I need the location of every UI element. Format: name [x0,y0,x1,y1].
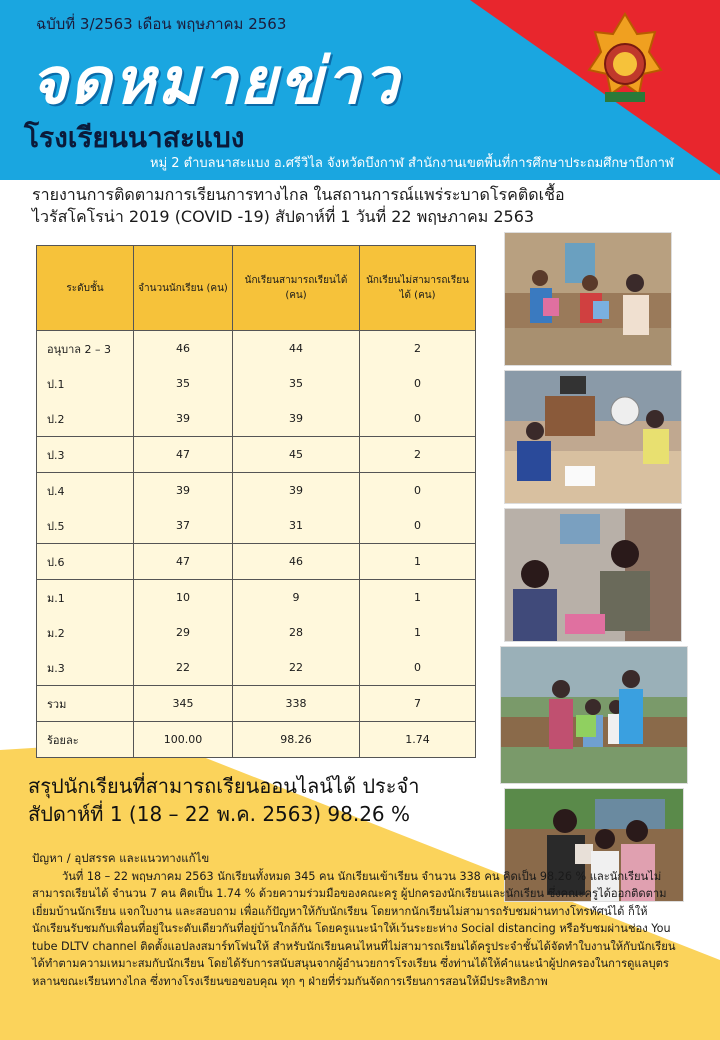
cell-cannot-learn: 1 [360,580,476,616]
cell-level: ป.4 [37,473,134,509]
masthead-header [0,0,720,180]
cell-level: รวม [37,686,134,722]
report-title-line-2: ไวรัสโคโรน่า 2019 (COVID -19) สัปดาห์ที่ 1 วันที่ 22 พฤษภาคม 2563 [32,207,535,226]
cell-total: 10 [134,580,233,616]
cell-cannot-learn: 0 [360,508,476,544]
cell-total: 39 [134,473,233,509]
cell-level: ป.5 [37,508,134,544]
cell-total: 22 [134,650,233,686]
cell-can-learn: 44 [233,331,360,367]
column-header-can-learn: นักเรียนสามารถเรียนได้ (คน) [233,246,360,331]
column-header-cannot-learn: นักเรียนไม่สามารถเรียนได้ (คน) [360,246,476,331]
cell-level: ร้อยละ [37,722,134,758]
table-row [37,508,476,544]
cell-total: 100.00 [134,722,233,758]
cell-level: ป.2 [37,401,134,437]
cell-cannot-learn: 0 [360,650,476,686]
school-address: หมู่ 2 ตำบลนาสะแบง อ.ศรีวิไล จังหวัดบึงกาฬ สำนักงานเขตพื้นที่การศึกษาประถมศึกษาบึงกาฬ [150,156,674,171]
table-row-total [37,686,476,722]
cell-can-learn: 39 [233,473,360,509]
table-row [37,544,476,580]
table-row [37,401,476,437]
problems-section [32,850,682,990]
cell-total: 29 [134,615,233,650]
cell-level: ม.3 [37,650,134,686]
cell-can-learn: 35 [233,366,360,401]
paragraph-text: วันที่ 18 – 22 พฤษภาคม 2563 นักเรียนทั้งหมด 345 คน นักเรียนเข้าเรียน จำนวน 338 คน คิดเป็น 98.26 % และนักเรียนไม่สามารถเรียนได้ จำนวน 7 คน คิดเป็น 1.74 % ด้วยความร่วมมือของคณะครู ผู้ปกครองนักเรียนและนักเรียน ซึ่งคณะครูได้ออกติดตามเยี่ยมบ้านนักเรียน แจกใบงาน และสอบถาม เพื่อแก้ปัญหาให้กับนักเรียน โดยหากนักเรียนไม่สามารถรับชมผ่านทางโทรทัศน์ได้ ก็ให้นักเรียนรับชมกับเพื่อนที่อยู่ในระดับเดียวกันที่อยู่บ้านใกล้กัน โดยครูแนะนำให้เว้นระยะห่าง Social distancing หรือรับชมผ่านช่อง You tube DLTV channel ติดตั้งแอปลงสมาร์ทโฟนให้ สำหรับนักเรียนคนไหนที่ไม่สามารถเรียนได้ครูประจำชั้นได้จัดทำใบงานให้กับนักเรียน ได้ทำตามความเหมาะสมกับนักเรียน โดยได้รับการสนับสนุนจากผู้อำนวยการโรงเรียน ซึ่งท่านได้ให้คำแนะนำผู้ปกครองในการดูแลบุตรหลานขณะเรียนทางไกล ซึ่งทางโรงเรียนขอขอบคุณ ทุก ๆ ฝ่ายที่ร่วมกันจัดการเรียนการสอนให้มีประสิทธิภาพ [32,869,676,988]
section-paragraph [32,868,682,991]
summary-headline [28,772,498,828]
masthead-title: จดหมายข่าว [30,45,401,119]
table-row [37,331,476,367]
cell-can-learn: 22 [233,650,360,686]
table-row [37,473,476,509]
photo-teacher-home-visit [504,370,682,504]
table-row [37,615,476,650]
photo-students-with-worksheets [504,232,672,366]
cell-can-learn: 9 [233,580,360,616]
cell-can-learn: 338 [233,686,360,722]
school-name: โรงเรียนนาสะแบง [24,121,245,154]
summary-line-1: สรุปนักเรียนที่สามารถเรียนออนไลน์ได้ ประจำ [28,774,420,798]
issue-number: ฉบับที่ 3/2563 เดือน พฤษภาคม 2563 [36,15,287,33]
cell-total: 37 [134,508,233,544]
cell-cannot-learn: 1.74 [360,722,476,758]
table-row [37,580,476,616]
cell-cannot-learn: 1 [360,615,476,650]
cell-level: ม.1 [37,580,134,616]
cell-cannot-learn: 0 [360,473,476,509]
cell-level: อนุบาล 2 – 3 [37,331,134,367]
school-emblem-icon [585,12,665,112]
section-heading: ปัญหา / อุปสรรค และแนวทางแก้ไข [32,851,210,865]
column-header-level: ระดับชั้น [37,246,134,331]
photo-family-with-teacher [500,646,688,784]
report-title [32,184,652,228]
column-header-total: จำนวนนักเรียน (คน) [134,246,233,331]
cell-total: 39 [134,401,233,437]
summary-line-2: สัปดาห์ที่ 1 (18 – 22 พ.ค. 2563) 98.26 % [28,802,411,826]
cell-total: 35 [134,366,233,401]
table-row-percent [37,722,476,758]
cell-level: ป.1 [37,366,134,401]
cell-total: 345 [134,686,233,722]
cell-cannot-learn: 2 [360,437,476,473]
cell-can-learn: 46 [233,544,360,580]
cell-cannot-learn: 0 [360,401,476,437]
cell-total: 47 [134,437,233,473]
table-row [37,437,476,473]
cell-level: ป.3 [37,437,134,473]
cell-total: 46 [134,331,233,367]
cell-cannot-learn: 2 [360,331,476,367]
table-header-row [37,246,476,331]
cell-can-learn: 39 [233,401,360,437]
cell-cannot-learn: 0 [360,366,476,401]
cell-can-learn: 28 [233,615,360,650]
cell-total: 47 [134,544,233,580]
cell-cannot-learn: 7 [360,686,476,722]
cell-can-learn: 45 [233,437,360,473]
photo-children-learning [504,508,682,642]
table-row [37,366,476,401]
cell-level: ป.6 [37,544,134,580]
report-title-line-1: รายงานการติดตามการเรียนการทางไกล ในสถานการณ์แพร่ระบาดโรคติดเชื้อ [32,185,565,204]
cell-cannot-learn: 1 [360,544,476,580]
cell-can-learn: 31 [233,508,360,544]
table-row [37,650,476,686]
student-stats-table [36,245,476,758]
cell-level: ม.2 [37,615,134,650]
cell-can-learn: 98.26 [233,722,360,758]
